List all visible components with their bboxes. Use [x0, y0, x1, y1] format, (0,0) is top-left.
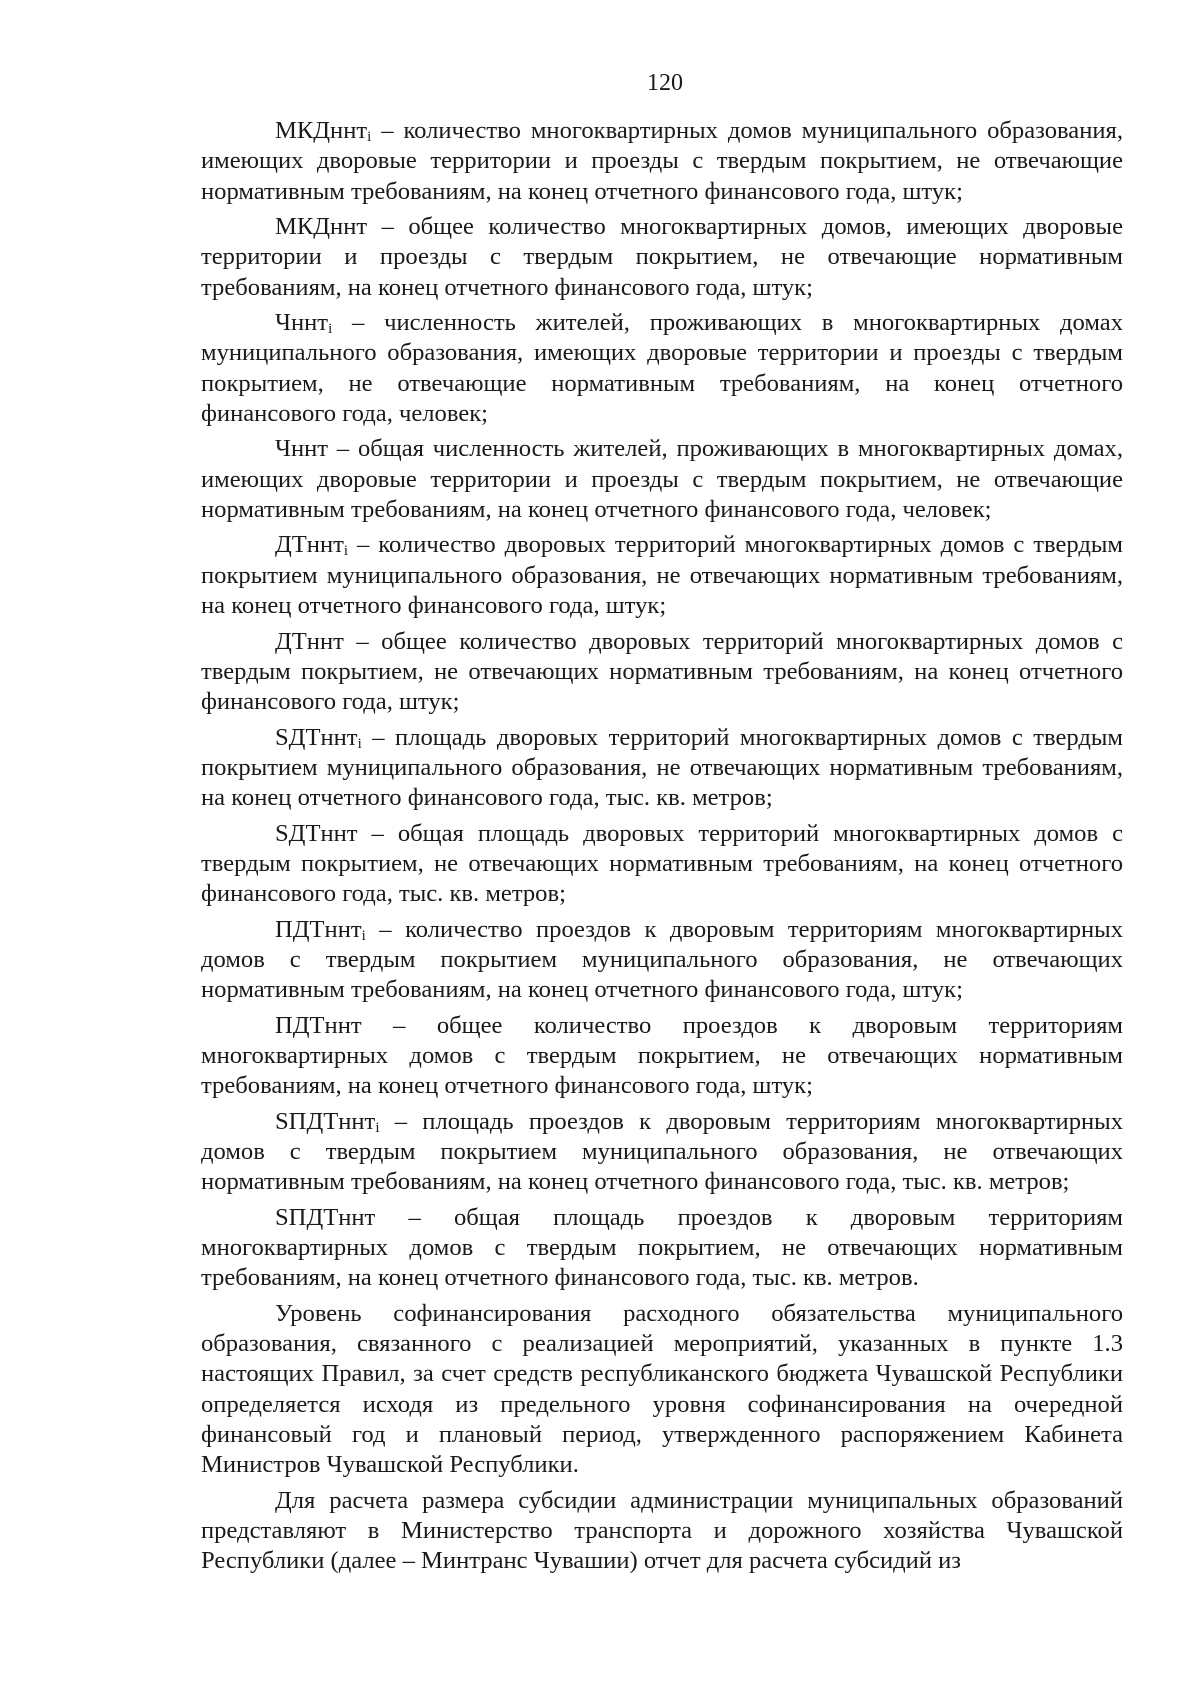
term: ПДТннт	[275, 1011, 362, 1039]
term: SДТннт	[275, 723, 358, 751]
definition: – общая площадь дворовых территорий многоквартирных домов с твердым покрытием, не отвечающих нормативным требованиям, на конец отчетного финансового года, тыс. кв. метров;	[201, 819, 1123, 908]
definition: – общая численность жителей, проживающих в многоквартирных домах, имеющих дворовые территории и проезды с твердым покрытием, не отвечающие нормативным требованиям, на конец отчетного финансового года, человек;	[201, 435, 1123, 524]
term-subscript: i	[361, 927, 366, 944]
definition: – общее количество проездов к дворовым территориям многоквартирных домов с твердым покрытием, не отвечающих нормативным требованиям, на конец отчетного финансового года, штук;	[201, 1011, 1123, 1100]
term: Чннт	[275, 435, 329, 463]
paragraph	[201, 434, 1123, 525]
paragraph	[201, 1107, 1123, 1198]
term-subscript: i	[357, 735, 362, 752]
paragraph	[201, 1486, 1123, 1577]
paragraph	[201, 1203, 1123, 1294]
definition: – общее количество многоквартирных домов, имеющих дворовые территории и проезды с твердым покрытием, не отвечающие нормативным требованиям, на конец отчетного финансового года, штук;	[201, 213, 1123, 301]
definition: – количество дворовых территорий многоквартирных домов с твердым покрытием муниципального образования, не отвечающих нормативным требованиям, на конец отчетного финансового года, штук;	[201, 531, 1123, 620]
paragraph	[201, 627, 1123, 718]
paragraph	[201, 723, 1123, 814]
definition: – площадь проездов к дворовым территориям многоквартирных домов с твердым покрытием муниципального образования, не отвечающих нормативным требованиям, на конец отчетного финансового года, тыс. кв. метров;	[201, 1107, 1123, 1196]
term: ДТннт	[275, 531, 344, 559]
term: SПДТннт	[275, 1107, 376, 1135]
document-body	[201, 116, 1123, 1582]
term: SДТннт	[275, 819, 358, 847]
term: ДТннт	[275, 627, 344, 655]
definition: – общая площадь проездов к дворовым территориям многоквартирных домов с твердым покрытием, не отвечающих нормативным требованиям, на конец отчетного финансового года, тыс. кв. метров.	[201, 1203, 1123, 1292]
paragraph	[201, 915, 1123, 1006]
term-subscript: i	[367, 129, 372, 145]
term: SПДТннт	[275, 1203, 376, 1231]
paragraph	[201, 116, 1123, 207]
term-subscript: i	[328, 321, 333, 338]
definition: – численность жителей, проживающих в многоквартирных домах муниципального образования, имеющих дворовые территории и проезды с твердым покрытием, не отвечающие нормативным требованиям, на конец отчетного финансового года, человек;	[201, 309, 1123, 428]
term-subscript: i	[375, 1119, 380, 1136]
definition: – общее количество дворовых территорий многоквартирных домов с твердым покрытием, не отвечающих нормативным требованиям, на конец отчетного финансового года, штук;	[201, 627, 1123, 716]
term: Чннт	[275, 309, 329, 337]
paragraph	[201, 212, 1123, 303]
term: МКДннт	[275, 213, 368, 241]
paragraph	[201, 308, 1123, 429]
page-number: 120	[647, 70, 683, 96]
paragraph	[201, 819, 1123, 910]
term-subscript: i	[343, 543, 349, 560]
definition: – количество проездов к дворовым территориям многоквартирных домов с твердым покрытием муниципального образования, не отвечающих нормативным требованиям, на конец отчетного финансового года, штук;	[201, 915, 1123, 1004]
paragraph-text: Для расчета размера субсидии администрации муниципальных образований представляют в Министерство транспорта и дорожного хозяйства Чувашской Республики (далее – Минтранс Чувашии) отчет для расчета субсидий из	[201, 1486, 1123, 1575]
paragraph	[201, 1299, 1123, 1481]
definition: – количество многоквартирных домов муниципального образования, имеющих дворовые территории и проезды с твердым покрытием, не отвечающие нормативным требованиям, на конец отчетного финансового года, штук;	[201, 117, 1123, 205]
paragraph	[201, 530, 1123, 621]
term: МКДннт	[275, 117, 368, 144]
definition: – площадь дворовых территорий многоквартирных домов с твердым покрытием муниципального образования, не отвечающих нормативным требованиям, на конец отчетного финансового года, тыс. кв. метров;	[201, 723, 1123, 812]
paragraph-text: Уровень софинансирования расходного обязательства муниципального образования, связанного с реализацией мероприятий, указанных в пункте 1.3 настоящих Правил, за счет средств республиканского бюджета Чувашской Республики определяется исходя из предельного уровня софинансирования на очередной финансовый год и плановый период, утвержденного распоряжением Кабинета Министров Чувашской Республики.	[201, 1299, 1123, 1479]
term: ПДТннт	[275, 915, 362, 943]
paragraph	[201, 1011, 1123, 1102]
